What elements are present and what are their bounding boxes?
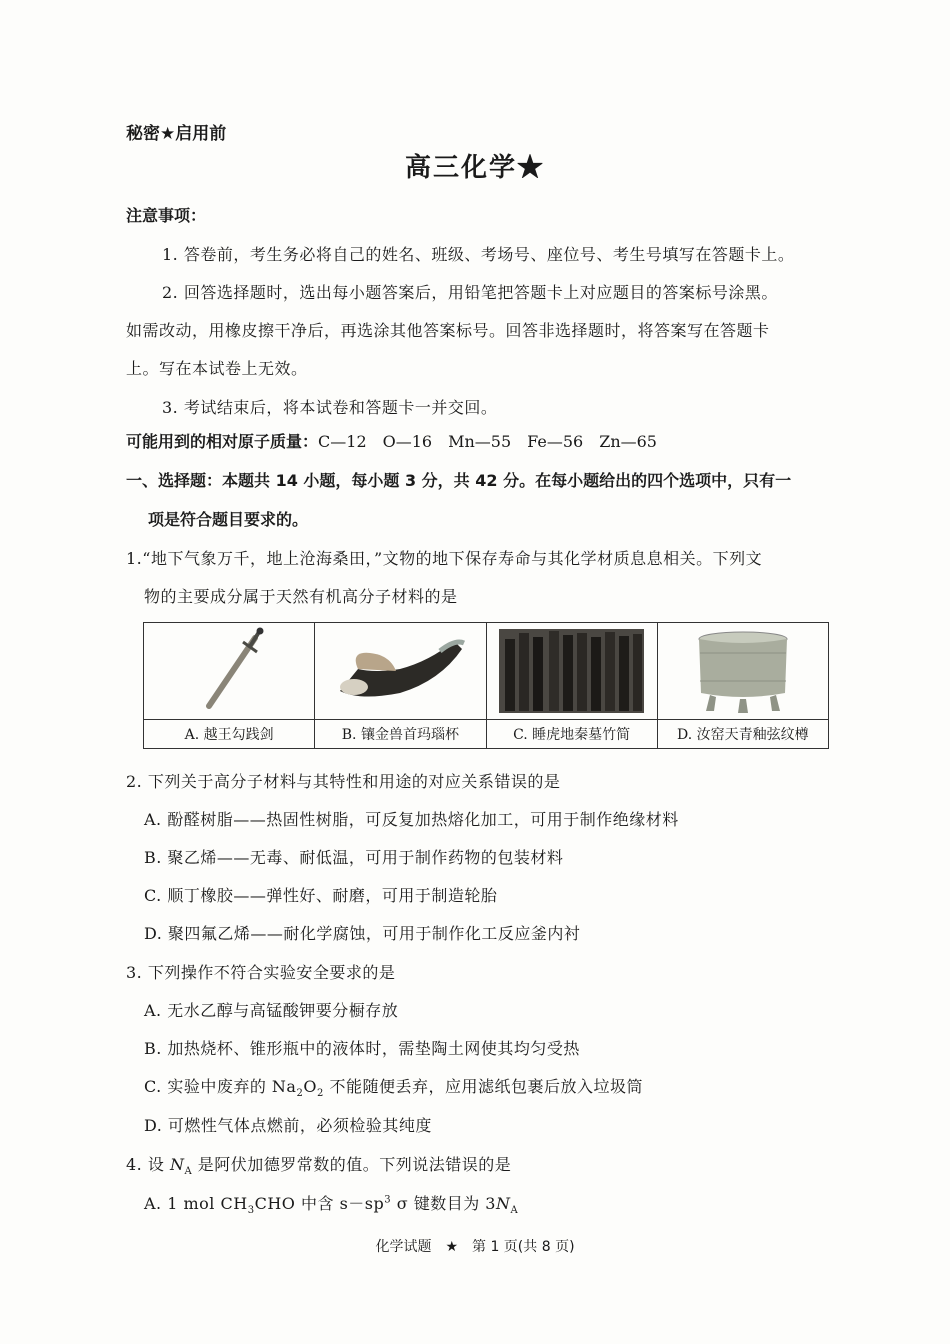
q1-stem-line-2: 物的主要成分属于天然有机高分子材料的是	[144, 587, 458, 606]
q1-option-a-label: A. 越王勾践剑	[144, 720, 315, 749]
q2-option-b: B. 聚乙烯——无毒、耐低温，可用于制作药物的包装材料	[144, 848, 564, 867]
agate-cup-icon	[330, 631, 470, 711]
q3-stem: 3. 下列操作不符合实验安全要求的是	[126, 963, 396, 982]
q2-option-d: D. 聚四氟乙烯——耐化学腐蚀，可用于制作化工反应釜内衬	[144, 924, 581, 943]
q3-option-a: A. 无水乙醇与高锰酸钾要分橱存放	[144, 1001, 399, 1020]
q3-option-b: B. 加热烧杯、锥形瓶中的液体时，需垫陶土网使其均匀受热	[144, 1039, 580, 1058]
q1-artifact-table	[143, 622, 829, 749]
q1-option-c-image-cell	[486, 623, 657, 720]
atomic-mass-label: 可能用到的相对原子质量：	[126, 432, 319, 451]
q1-option-b-image-cell	[315, 623, 486, 720]
celadon-vessel-icon	[688, 629, 798, 713]
q3-option-d: D. 可燃性气体点燃前，必须检验其纯度	[144, 1116, 432, 1135]
page-title: 高三化学★	[404, 153, 545, 183]
notice-item-3: 3. 考试结束后，将本试卷和答题卡一并交回。	[162, 398, 498, 417]
bamboo-slips-icon	[499, 629, 644, 713]
atomic-mass-line	[126, 429, 657, 452]
q4-option-a: A. 1 mol $CH_3CHO$ 中含 $s-sp^3$ σ 键数目为 $3N_A$	[144, 1194, 519, 1217]
q1-stem-line-1: 1.“地下气象万千，地上沧海桑田，”文物的地下保存寿命与其化学材质息息相关。下列文	[126, 549, 763, 568]
section-heading-line-2: 项是符合题目要求的。	[148, 510, 309, 529]
q2-stem: 2. 下列关于高分子材料与其特性和用途的对应关系错误的是	[126, 772, 561, 791]
section-heading-line-1: 一、选择题：本题共 14 小题，每小题 3 分，共 42 分。在每小题给出的四个选项中，只有一	[126, 471, 792, 490]
q1-option-d-label: D. 汝窑天青釉弦纹樽	[657, 720, 828, 749]
notice-item-2-line-1: 2. 回答选择题时，选出每小题答案后，用铅笔把答题卡上对应题目的答案标号涂黑。	[162, 283, 778, 302]
notice-heading: 注意事项：	[126, 206, 207, 225]
q1-option-b-label: B. 镶金兽首玛瑙杯	[315, 720, 486, 749]
q1-option-a-image-cell	[144, 623, 315, 720]
atomic-mass-values: C—12 O—16 Mn—55 Fe—56 Zn—65	[318, 432, 657, 451]
q2-option-a: A. 酚醛树脂——热固性树脂，可反复加热熔化加工，可用于制作绝缘材料	[144, 810, 679, 829]
notice-item-1: 1. 答卷前，考生务必将自己的姓名、班级、考场号、座位号、考生号填写在答题卡上。	[162, 245, 795, 264]
notice-item-2-line-3: 上。写在本试卷上无效。	[126, 359, 308, 378]
confidential-label: 秘密★启用前	[126, 124, 227, 144]
q1-option-d-image-cell	[657, 623, 828, 720]
notice-item-2-line-2: 如需改动，用橡皮擦干净后，再选涂其他答案标号。回答非选择题时，将答案写在答题卡	[126, 321, 770, 340]
q2-option-c: C. 顺丁橡胶——弹性好、耐磨，可用于制造轮胎	[144, 886, 498, 905]
bronze-sword-icon	[179, 626, 279, 716]
q4-stem: 4. 设 $N_A$ 是阿伏加德罗常数的值。下列说法错误的是	[126, 1155, 512, 1178]
q3-option-c: C. 实验中废弃的 $Na_2O_2$ 不能随便丢弃，应用滤纸包裹后放入垃圾筒	[144, 1077, 643, 1100]
q1-option-c-label: C. 睡虎地秦墓竹简	[486, 720, 657, 749]
page-footer: 化学试题 ★ 第 1 页(共 8 页)	[375, 1239, 575, 1255]
